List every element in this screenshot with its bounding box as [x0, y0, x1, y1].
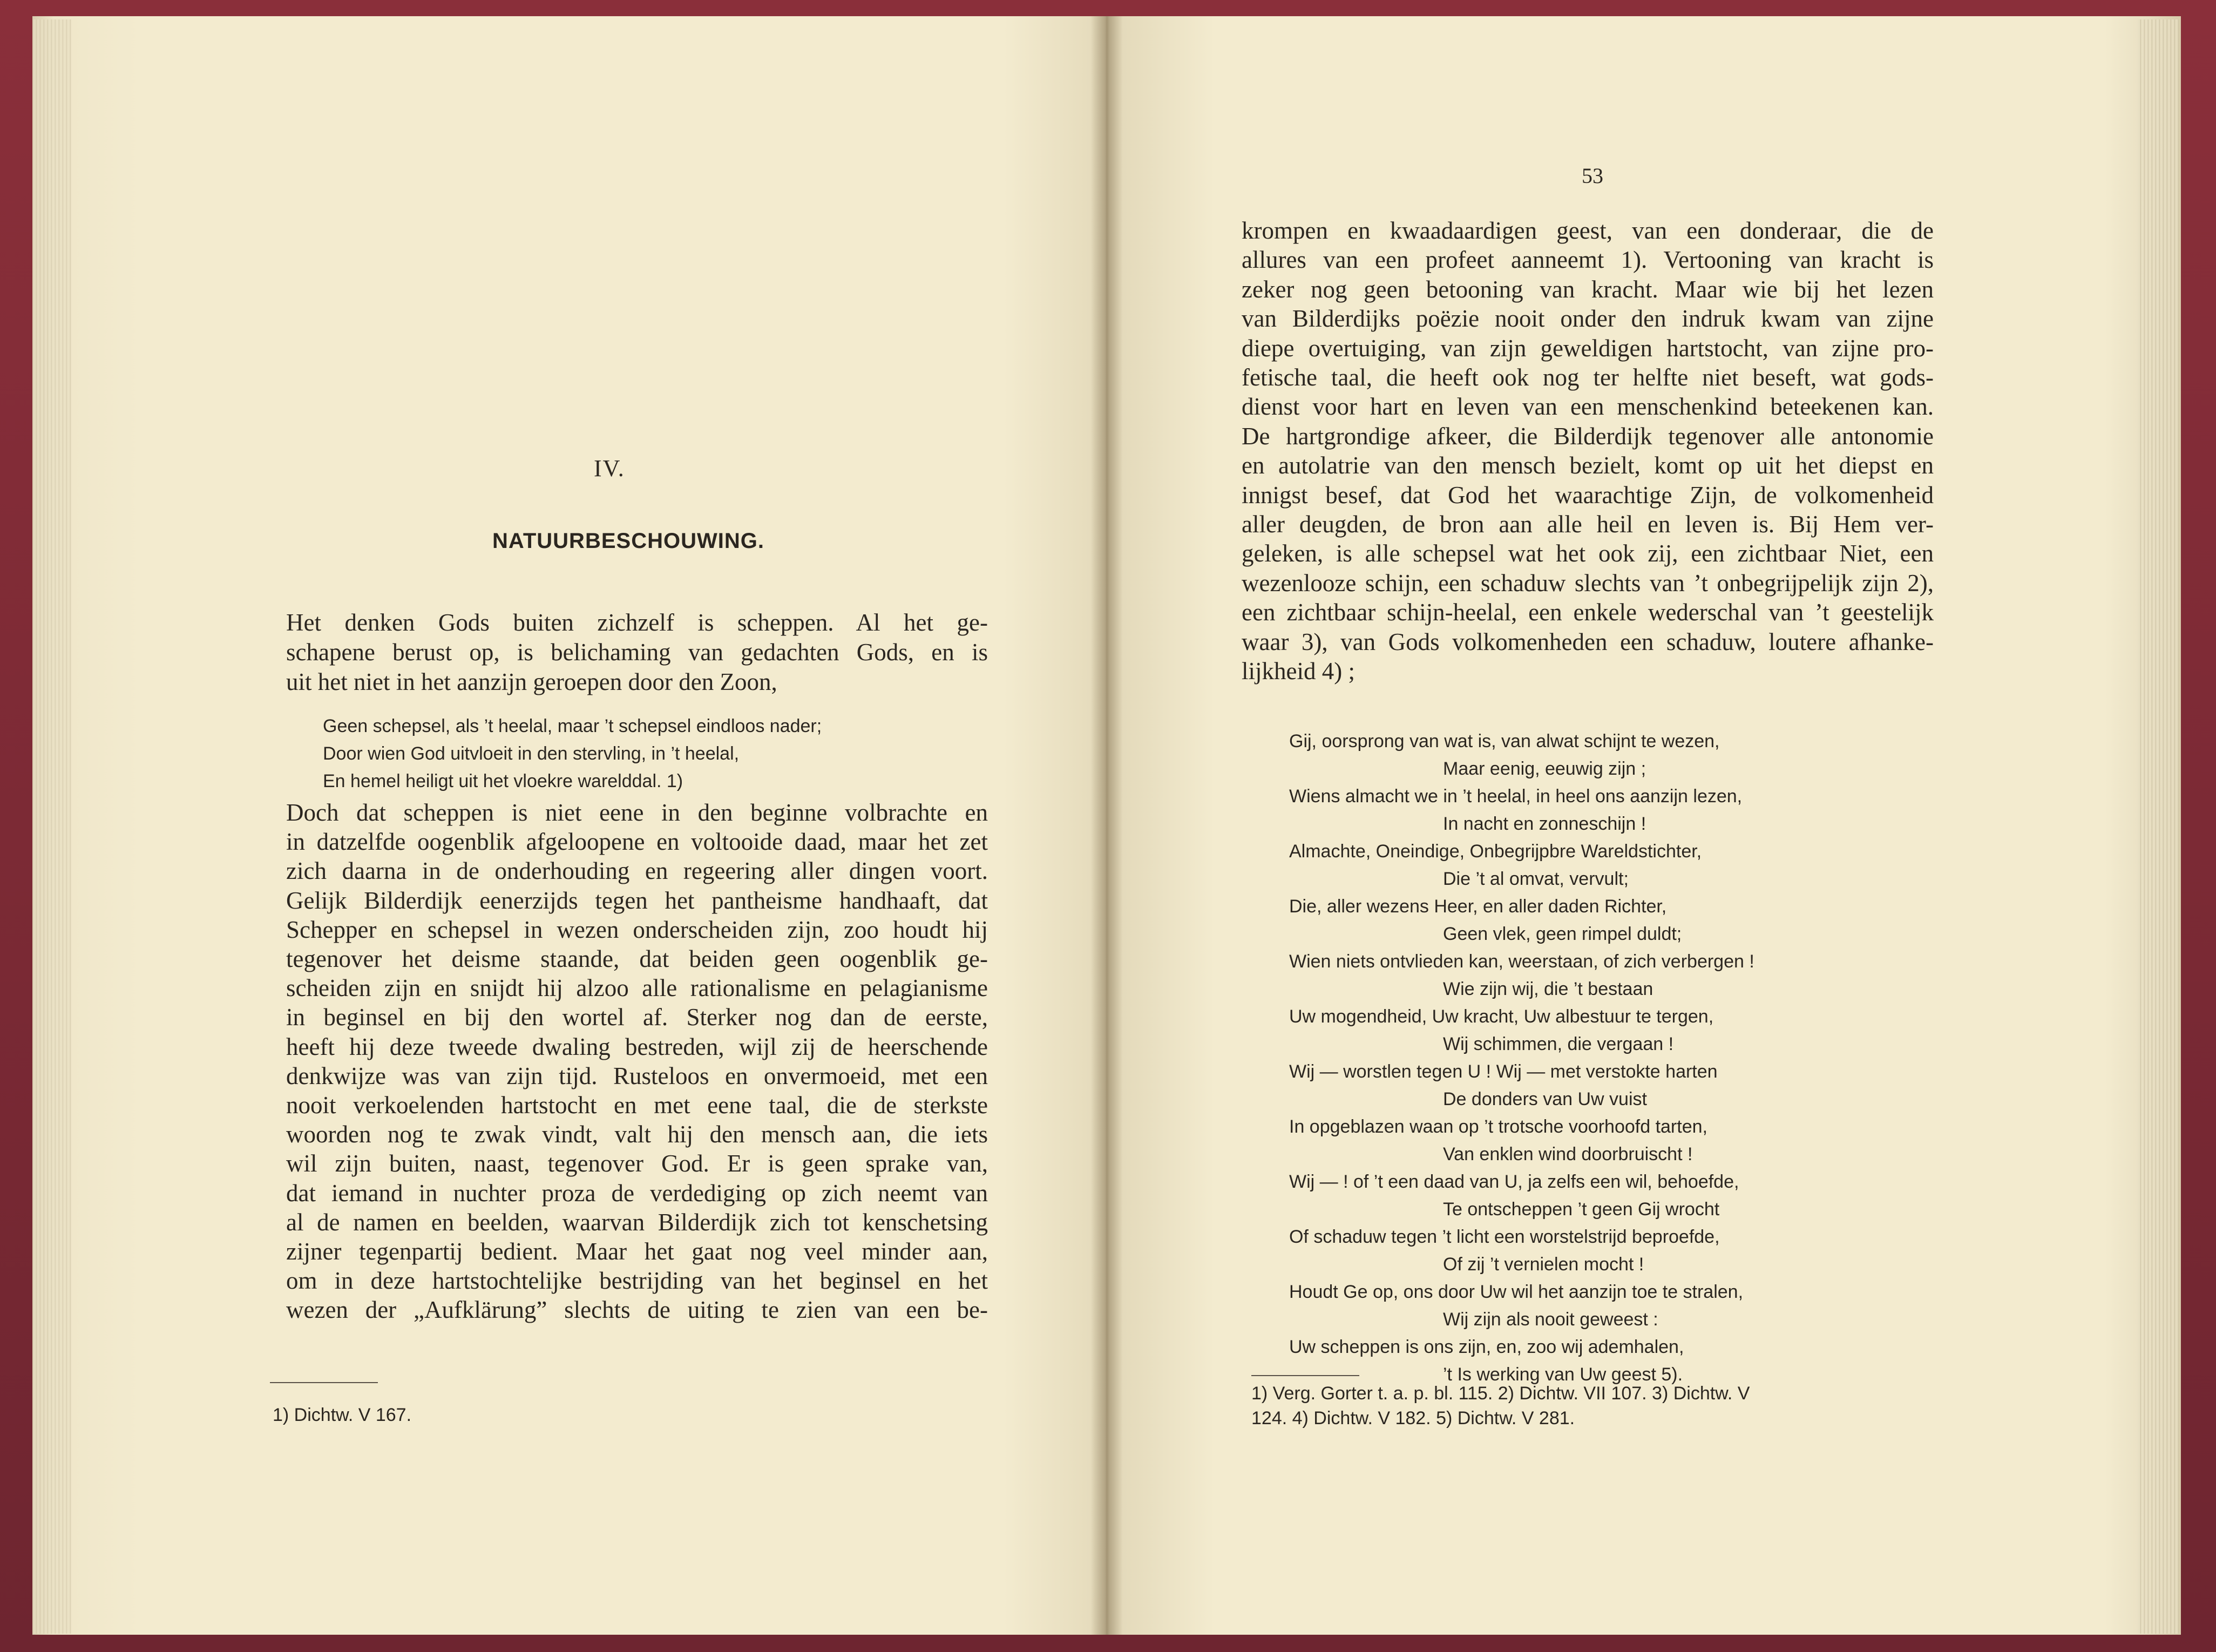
footnote-line: 124. 4) Dichtw. V 182. 5) Dichtw. V 281.: [1251, 1408, 1575, 1428]
text-line: zeker nog geen betooning van kracht. Maar wie bij het lezen: [1242, 275, 1934, 303]
text-line: fetische taal, die heeft ook nog ter helfte niet beseft, wat gods-: [1242, 364, 1934, 391]
text-line: van Bilderdijks poëzie nooit onder den indruk kwam van zijne: [1242, 305, 1934, 333]
right-paragraph: [1242, 216, 1934, 686]
text-line: allures van een profeet aanneemt 1). Vertooning van kracht is: [1242, 246, 1934, 274]
text-line: wil zijn buiten, naast, tegenover God. Er is geen sprake van,: [286, 1150, 988, 1177]
right-footnotes: [1251, 1381, 1937, 1431]
text-line: in beginsel en bij den wortel af. Sterker nog dan de eerste,: [286, 1004, 988, 1031]
poem-line: Die ’t al omvat, vervult;: [1443, 869, 1629, 889]
left-paragraph-1: [286, 608, 988, 697]
text-line: De hartgrondige afkeer, die Bilderdijk tegenover alle antonomie: [1242, 422, 1934, 450]
poem-line: Wiens almacht we in ’t heelal, in heel ons aanzijn lezen,: [1289, 786, 1743, 807]
poem-line: ’t Is werking van Uw geest 5).: [1443, 1364, 1683, 1385]
poem-line: Almachte, Oneindige, Onbegrijpbre Wareldstichter,: [1289, 841, 1702, 862]
poem-line: Uw scheppen is ons zijn, en, zoo wij ademhalen,: [1289, 1337, 1684, 1357]
poem-line: Wij — worstlen tegen U ! Wij — met verstokte harten: [1289, 1061, 1718, 1082]
text-line: tegenover het deisme staande, dat beiden geen oogenblik ge-: [286, 945, 988, 973]
text-line: heeft hij deze tweede dwaling bestreden, wijl zij de heerschende: [286, 1033, 988, 1060]
text-line: aller deugden, de bron aan alle heil en leven is. Bij Hem ver-: [1242, 511, 1934, 538]
text-line: krompen en kwaadaardigen geest, van een donderaar, die de: [1242, 217, 1934, 244]
footnote-rule: [270, 1382, 378, 1383]
text-line: lijkheid 4) ;: [1242, 658, 1355, 685]
text-line: schapene berust op, is belichaming van gedachten Gods, en is: [286, 639, 988, 666]
text-line: in datzelfde oogenblik afgeloopene en voltooide daad, maar het zet: [286, 828, 988, 856]
text-line: geleken, is alle schepsel wat het ook zij, een zichtbaar Niet, een: [1242, 540, 1934, 567]
text-line: al de namen en beelden, waarvan Bilderdijk zich tot kenschetsing: [286, 1208, 988, 1236]
poem-line: Te ontscheppen ’t geen Gij wrocht: [1443, 1199, 1720, 1220]
poem-line: Wij — ! of ’t een daad van U, ja zelfs een wil, behoefde,: [1289, 1172, 1739, 1192]
right-poem: [1289, 728, 1754, 1389]
text-line: Schepper en schepsel in wezen onderscheiden zijn, zoo houdt hij: [286, 916, 988, 943]
text-line: innigst besef, dat God het waarachtige Zijn, de volkomenheid: [1242, 481, 1934, 509]
poem-line: Gij, oorsprong van wat is, van alwat schijnt te wezen,: [1289, 731, 1720, 751]
text-line: uit het niet in het aanzijn geroepen door den Zoon,: [286, 668, 777, 695]
text-line: wezenlooze schijn, een schaduw slechts van ’t onbegrijpelijk zijn 2),: [1242, 569, 1934, 597]
quote-line: En hemel heiligt uit het vloekre warelddal. 1): [323, 771, 683, 791]
text-line: zich daarna in de onderhouding en regeering aller dingen voort.: [286, 857, 988, 885]
text-line: Het denken Gods buiten zichzelf is scheppen. Al het ge-: [286, 609, 988, 636]
poem-line: Uw mogendheid, Uw kracht, Uw albestuur te tergen,: [1289, 1006, 1714, 1027]
text-line: een zichtbaar schijn-heelal, een enkele wederschal van ’t geestelijk: [1242, 599, 1934, 626]
text-line: Gelijk Bilderdijk eenerzijds tegen het pantheisme handhaaft, dat: [286, 886, 988, 914]
poem-line: Houdt Ge op, ons door Uw wil het aanzijn toe te stralen,: [1289, 1282, 1744, 1302]
poem-line: Wie zijn wij, die ’t bestaan: [1443, 979, 1653, 999]
text-line: zijner tegenpartij bedient. Maar het gaat nog veel minder aan,: [286, 1238, 988, 1265]
text-line: scheiden zijn en snijdt hij alzoo alle rationalisme en pelagianisme: [286, 974, 988, 1002]
quote-line: Door wien God uitvloeit in den stervling, in ’t heelal,: [323, 743, 740, 764]
left-page-edges: [33, 19, 71, 1634]
poem-line: Wij schimmen, die vergaan !: [1443, 1034, 1674, 1054]
text-line: waar 3), van Gods volkomenheden een schaduw, loutere afhanke-: [1242, 628, 1934, 655]
poem-line: In opgeblazen waan op ’t trotsche voorhoofd tarten,: [1289, 1116, 1707, 1137]
text-line: om in deze hartstochtelijke bestrijding van het beginsel en het: [286, 1267, 988, 1295]
text-line: denkwijze was van zijn tijd. Rusteloos en onvermoeid, met een: [286, 1062, 988, 1089]
right-page-edges: [2138, 19, 2179, 1634]
poem-line: Of zij ’t vernielen mocht !: [1443, 1254, 1644, 1275]
poem-line: In nacht en zonneschijn !: [1443, 814, 1646, 834]
footnote-rule: [1251, 1375, 1359, 1376]
poem-line: Geen vlek, geen rimpel duldt;: [1443, 924, 1682, 944]
book-gutter: [1090, 16, 1123, 1635]
left-quote: [323, 713, 822, 795]
footnote-line: 1) Verg. Gorter t. a. p. bl. 115. 2) Dichtw. VII 107. 3) Dichtw. V: [1251, 1383, 1750, 1404]
quote-line: Geen schepsel, als ’t heelal, maar ’t schepsel eindloos nader;: [323, 716, 822, 736]
page-number: 53: [1582, 164, 1603, 188]
text-line: dienst voor hart en leven van een menschenkind beteekenen kan.: [1242, 393, 1934, 421]
text-line: nooit verkoelenden hartstocht en met eene taal, die de sterkste: [286, 1092, 988, 1119]
left-footnote: 1) Dichtw. V 167.: [273, 1405, 412, 1425]
poem-line: Wien niets ontvlieden kan, weerstaan, of zich verbergen !: [1289, 951, 1754, 972]
text-line: diepe overtuiging, van zijn geweldigen hartstocht, van zijne pro-: [1242, 334, 1934, 362]
text-line: wezen der „Aufklärung” slechts de uiting te zien van een be-: [286, 1296, 988, 1324]
poem-line: Van enklen wind doorbruischt !: [1443, 1144, 1693, 1164]
poem-line: De donders van Uw vuist: [1443, 1089, 1647, 1109]
left-paragraph-2: [286, 798, 988, 1325]
text-line: woorden nog te zwak vindt, valt hij den mensch aan, die iets: [286, 1121, 988, 1148]
text-line: dat iemand in nuchter proza de verdediging op zich neemt van: [286, 1179, 988, 1207]
poem-line: Die, aller wezens Heer, en aller daden Richter,: [1289, 896, 1667, 917]
poem-line: Of schaduw tegen ’t licht een worstelstrijd beproefde,: [1289, 1227, 1720, 1247]
text-line: Doch dat scheppen is niet eene in den beginne volbrachte en: [286, 799, 988, 826]
chapter-number: IV.: [594, 455, 625, 482]
text-line: en autolatrie van den mensch bezielt, komt op uit het diepst en: [1242, 452, 1934, 479]
poem-line: Wij zijn als nooit geweest :: [1443, 1309, 1658, 1330]
poem-line: Maar eenig, eeuwig zijn ;: [1443, 759, 1646, 779]
chapter-title: NATUURBESCHOUWING.: [492, 529, 764, 553]
